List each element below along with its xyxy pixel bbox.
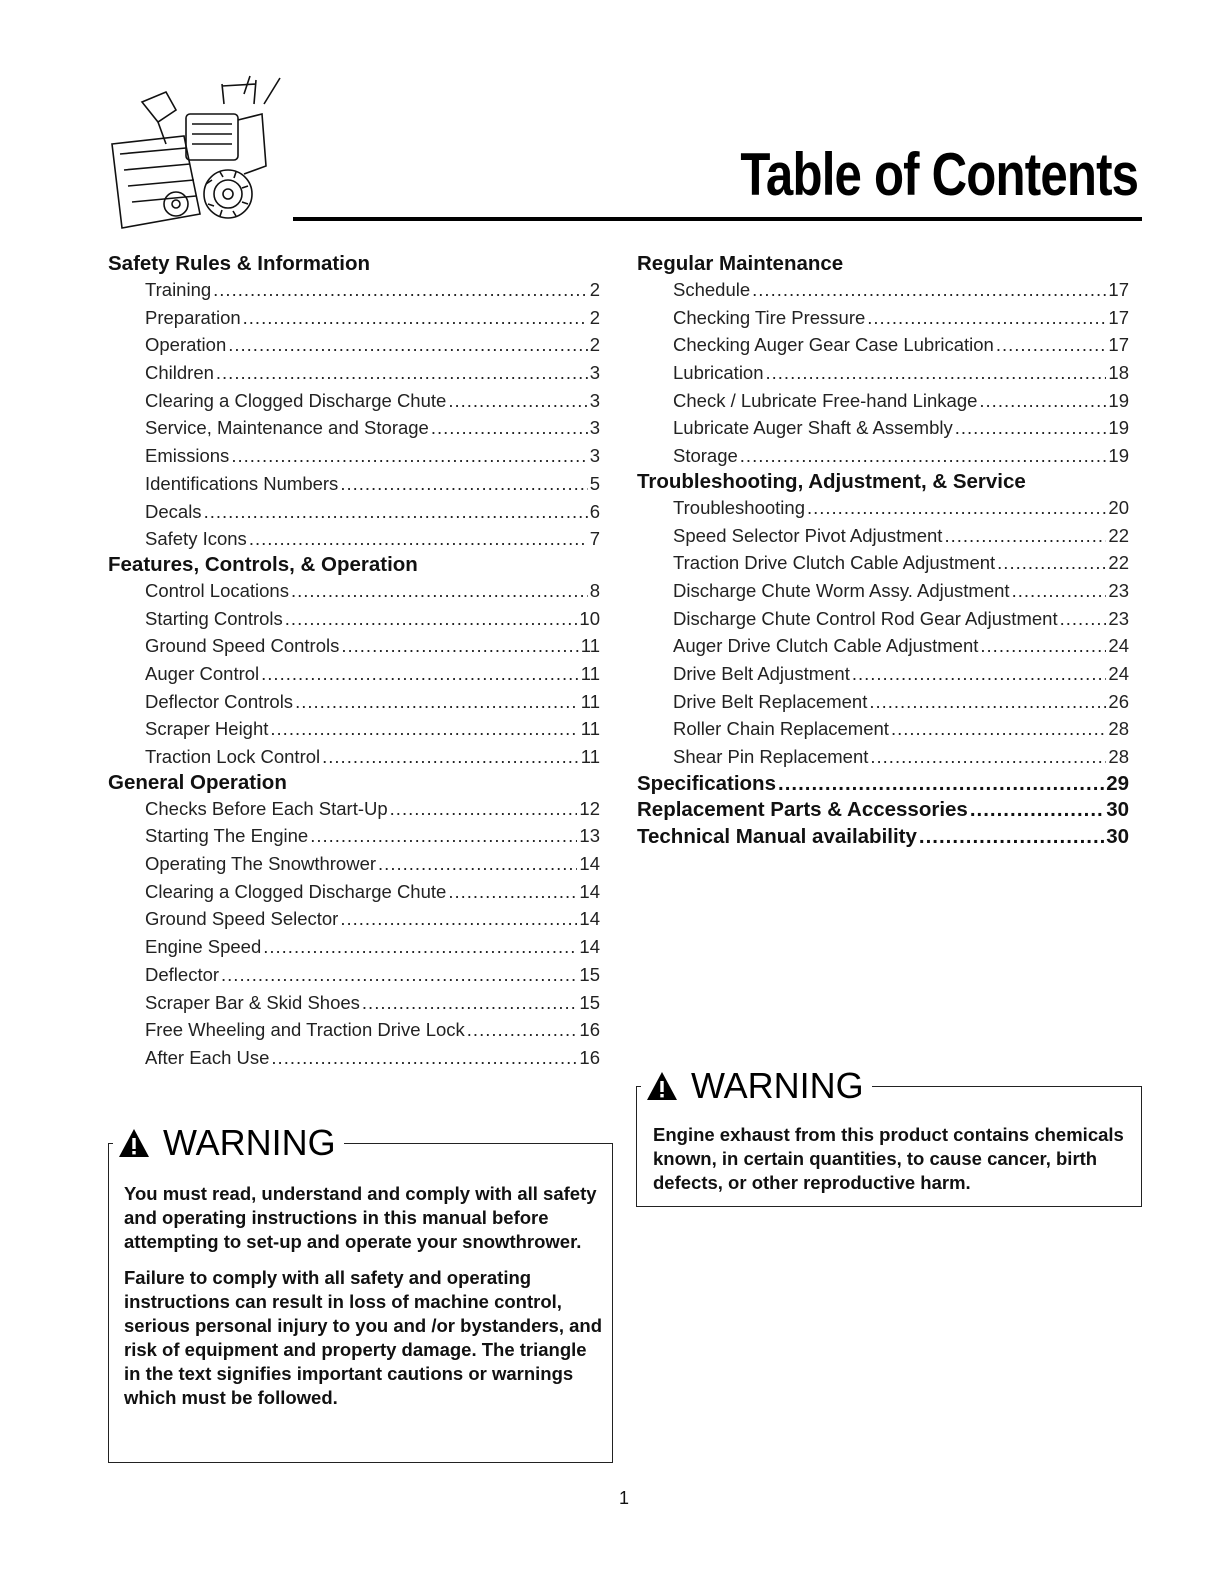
dot-leader xyxy=(740,442,1107,470)
dot-leader xyxy=(944,522,1106,550)
toc-entry xyxy=(108,1044,600,1072)
dot-leader xyxy=(852,660,1107,688)
toc-page-number: 3 xyxy=(589,389,600,411)
warning-box-exhaust xyxy=(636,1065,1142,1207)
dot-leader xyxy=(341,632,578,660)
toc-entry xyxy=(108,304,600,332)
dot-leader xyxy=(955,414,1107,442)
dot-leader xyxy=(1012,577,1107,605)
toc-page-number: 17 xyxy=(1108,334,1129,356)
dot-leader xyxy=(870,743,1106,771)
toc-entry-title: Starting Controls xyxy=(145,607,283,629)
toc-entry-title: Lubricate Auger Shaft & Assembly xyxy=(673,417,953,439)
warning-heading-text: WARNING xyxy=(163,1122,336,1163)
toc-entry xyxy=(637,715,1129,743)
toc-entry xyxy=(637,605,1129,633)
toc-section-heading: Regular Maintenance xyxy=(637,252,844,275)
toc-page-number: 2 xyxy=(589,334,600,356)
toc-page-number: 19 xyxy=(1108,445,1129,467)
toc-entry-title: Troubleshooting xyxy=(673,496,805,518)
toc-page-number: 23 xyxy=(1108,579,1129,601)
toc-page-number: 12 xyxy=(579,797,600,819)
toc-page-number: 23 xyxy=(1108,607,1129,629)
toc-entry xyxy=(108,905,600,933)
toc-page-number: 2 xyxy=(589,306,600,328)
toc-entry-title: Free Wheeling and Traction Drive Lock xyxy=(145,1019,465,1041)
dot-leader xyxy=(996,331,1107,359)
dot-leader xyxy=(378,850,577,878)
warning-body xyxy=(653,1123,1137,1195)
dot-leader xyxy=(221,961,577,989)
toc-entry xyxy=(108,989,600,1017)
toc-page-number: 11 xyxy=(580,635,600,657)
toc-entry xyxy=(637,304,1129,332)
toc-entry-title: Ground Speed Controls xyxy=(145,635,340,657)
dot-leader xyxy=(249,525,588,553)
toc-page-number: 15 xyxy=(579,963,600,985)
dot-leader xyxy=(752,276,1106,304)
toc-entry-title: Checks Before Each Start-Up xyxy=(145,797,388,819)
toc-entry xyxy=(108,359,600,387)
toc-page-number: 3 xyxy=(589,362,600,384)
toc-entry-title: Training xyxy=(145,279,212,300)
warning-paragraph: Failure to comply with all safety and operating instructions can result in loss of machine control, serious personal injury to you and /or bystanders, and risk of equipment and property damage. The triangle in the text signifies important cautions or warnings which must be followed. xyxy=(124,1267,603,1408)
toc-entry-title: Roller Chain Replacement xyxy=(673,718,889,740)
toc-entry xyxy=(108,605,600,633)
toc-entry-title: Discharge Chute Control Rod Gear Adjustment xyxy=(673,607,1058,629)
toc-entry xyxy=(637,549,1129,577)
toc-entry-title: Safety Icons xyxy=(145,528,247,550)
toc-page-number: 29 xyxy=(1106,771,1129,795)
toc-entry-title: Schedule xyxy=(673,279,751,300)
toc-entry-title: Technical Manual availability xyxy=(637,824,917,848)
toc-page-number: 11 xyxy=(580,662,600,684)
dot-leader xyxy=(891,715,1106,743)
dot-leader xyxy=(295,688,579,716)
dot-leader xyxy=(340,470,587,498)
toc-entry-title: Decals xyxy=(145,500,202,522)
warning-box-safety xyxy=(108,1122,613,1463)
toc-section-heading: Safety Rules & Information xyxy=(108,252,370,275)
toc-page-number: 24 xyxy=(1108,662,1129,684)
toc-right-column xyxy=(637,252,1129,850)
toc-page-number: 8 xyxy=(589,579,600,601)
warning-triangle-icon xyxy=(117,1127,151,1159)
warning-heading xyxy=(113,1122,344,1164)
dot-leader xyxy=(204,498,588,526)
toc-page-number: 22 xyxy=(1108,552,1129,574)
warning-triangle-icon xyxy=(645,1070,679,1102)
toc-major-entry xyxy=(637,824,1129,851)
toc-entry xyxy=(637,632,1129,660)
toc-left-column xyxy=(108,252,600,1072)
dot-leader xyxy=(271,1044,577,1072)
toc-page-number: 17 xyxy=(1108,279,1129,300)
toc-page-number: 14 xyxy=(579,853,600,875)
toc-page-number: 13 xyxy=(579,825,600,847)
toc-entry-title: Ground Speed Selector xyxy=(145,908,339,930)
toc-page-number: 28 xyxy=(1108,746,1129,767)
toc-entry xyxy=(108,498,600,526)
dot-leader xyxy=(980,632,1106,660)
toc-section-heading: Troubleshooting, Adjustment, & Service xyxy=(637,469,1026,493)
toc-page-number: 22 xyxy=(1108,524,1129,546)
dot-leader xyxy=(766,359,1107,387)
toc-page-number: 17 xyxy=(1108,306,1129,328)
toc-entry xyxy=(637,688,1129,716)
toc-entry-title: Emissions xyxy=(145,445,230,467)
toc-entry-title: Discharge Chute Worm Assy. Adjustment xyxy=(673,579,1010,601)
toc-entry xyxy=(108,276,600,304)
toc-page-number: 28 xyxy=(1108,718,1129,740)
toc-page-number: 16 xyxy=(579,1046,600,1068)
toc-entry-title: Auger Drive Clutch Cable Adjustment xyxy=(673,635,979,657)
toc-major-entry xyxy=(637,797,1129,824)
toc-entry xyxy=(108,933,600,961)
toc-entry-title: Clearing a Clogged Discharge Chute xyxy=(145,880,447,902)
toc-entry xyxy=(108,850,600,878)
toc-entry-title: Checking Auger Gear Case Lubrication xyxy=(673,334,994,356)
dot-leader xyxy=(919,824,1104,851)
dot-leader xyxy=(243,304,588,332)
title-divider xyxy=(293,217,1142,221)
toc-entry xyxy=(637,660,1129,688)
warning-paragraph: Engine exhaust from this product contains chemicals known, in certain quantities, to cause cancer, birth defects, or other reproductive harm. xyxy=(653,1124,1124,1193)
toc-entry xyxy=(108,577,600,605)
toc-entry-title: Operating The Snowthrower xyxy=(145,853,377,875)
toc-entry xyxy=(108,1016,600,1044)
dot-leader xyxy=(1060,605,1107,633)
toc-entry xyxy=(108,878,600,906)
toc-entry xyxy=(637,522,1129,550)
toc-entry xyxy=(637,331,1129,359)
toc-entry xyxy=(108,442,600,470)
dot-leader xyxy=(778,771,1104,798)
toc-entry-title: Traction Lock Control xyxy=(145,746,321,767)
toc-entry-title: Specifications xyxy=(637,771,776,795)
toc-page-number: 19 xyxy=(1108,389,1129,411)
toc-entry xyxy=(108,715,600,743)
toc-entry-title: Clearing a Clogged Discharge Chute xyxy=(145,389,447,411)
toc-entry xyxy=(637,276,1129,304)
dot-leader xyxy=(340,905,577,933)
toc-page-number: 15 xyxy=(579,991,600,1013)
dot-leader xyxy=(310,822,577,850)
toc-entry xyxy=(108,387,600,415)
toc-entry xyxy=(637,387,1129,415)
dot-leader xyxy=(467,1016,578,1044)
toc-page-number: 7 xyxy=(589,528,600,550)
toc-section-heading: General Operation xyxy=(108,770,287,794)
toc-entry-title: Control Locations xyxy=(145,579,289,601)
toc-entry-title: Children xyxy=(145,362,214,384)
toc-entry-title: Deflector xyxy=(145,963,220,985)
toc-entry xyxy=(637,414,1129,442)
toc-entry-title: Service, Maintenance and Storage xyxy=(145,417,429,439)
dot-leader xyxy=(431,414,588,442)
toc-page-number: 14 xyxy=(579,908,600,930)
toc-entry xyxy=(108,743,600,771)
toc-entry xyxy=(637,442,1129,470)
toc-page-number: 3 xyxy=(589,445,600,467)
page-number: 1 xyxy=(618,1488,629,1508)
toc-entry xyxy=(108,331,600,359)
toc-entry-title: Auger Control xyxy=(145,662,260,684)
toc-entry xyxy=(637,494,1129,522)
toc-entry-title: Operation xyxy=(145,334,227,356)
toc-page-number: 2 xyxy=(589,279,600,300)
toc-entry-title: Engine Speed xyxy=(145,936,262,958)
toc-page-number: 11 xyxy=(580,746,600,767)
dot-leader xyxy=(390,795,578,823)
toc-entry-title: Replacement Parts & Accessories xyxy=(637,798,968,822)
toc-page-number: 11 xyxy=(580,718,600,740)
dot-leader xyxy=(979,387,1106,415)
dot-leader xyxy=(216,359,588,387)
dot-leader xyxy=(263,933,577,961)
toc-page-number: 16 xyxy=(579,1019,600,1041)
toc-page-number: 10 xyxy=(579,607,600,629)
toc-entry xyxy=(108,688,600,716)
toc-entry xyxy=(637,743,1129,771)
toc-page-number: 24 xyxy=(1108,635,1129,657)
dot-leader xyxy=(807,494,1106,522)
toc-entry-title: After Each Use xyxy=(145,1046,270,1068)
toc-entry xyxy=(108,961,600,989)
toc-entry xyxy=(108,822,600,850)
warning-paragraph: You must read, understand and comply with all safety and operating instructions in this manual before attempting to set-up and operate your snowthrower. xyxy=(124,1183,597,1252)
toc-entry-title: Deflector Controls xyxy=(145,690,294,712)
dot-leader xyxy=(869,688,1106,716)
warning-body xyxy=(124,1182,604,1410)
warning-heading-text: WARNING xyxy=(691,1065,864,1106)
toc-entry-title: Traction Drive Clutch Cable Adjustment xyxy=(673,552,996,574)
dot-leader xyxy=(270,715,578,743)
toc-entry-title: Drive Belt Adjustment xyxy=(673,662,850,684)
toc-page-number: 6 xyxy=(589,500,600,522)
toc-page-number: 19 xyxy=(1108,417,1129,439)
toc-page-number: 11 xyxy=(580,690,600,712)
toc-entry-title: Check / Lubricate Free-hand Linkage xyxy=(673,389,978,411)
toc-entry-title: Preparation xyxy=(145,306,241,328)
toc-entry xyxy=(637,359,1129,387)
dot-leader xyxy=(285,605,578,633)
dot-leader xyxy=(362,989,578,1017)
toc-entry xyxy=(108,525,600,553)
toc-page-number: 18 xyxy=(1108,362,1129,384)
snowthrower-illustration xyxy=(104,74,294,234)
toc-page-number: 3 xyxy=(589,417,600,439)
toc-entry-title: Scraper Height xyxy=(145,718,269,740)
toc-entry-title: Checking Tire Pressure xyxy=(673,306,866,328)
toc-entry-title: Storage xyxy=(673,445,738,467)
dot-leader xyxy=(231,442,587,470)
toc-entry xyxy=(108,660,600,688)
toc-entry xyxy=(108,795,600,823)
dot-leader xyxy=(448,387,587,415)
toc-page-number: 5 xyxy=(589,472,600,494)
toc-entry-title: Scraper Bar & Skid Shoes xyxy=(145,991,360,1013)
dot-leader xyxy=(970,797,1104,824)
toc-entry-title: Shear Pin Replacement xyxy=(673,746,869,767)
toc-entry xyxy=(108,414,600,442)
toc-entry-title: Lubrication xyxy=(673,362,764,384)
dot-leader xyxy=(291,577,588,605)
toc-page-number: 14 xyxy=(579,880,600,902)
dot-leader xyxy=(997,549,1106,577)
toc-page-number: 30 xyxy=(1106,798,1129,822)
toc-page-number: 30 xyxy=(1106,824,1129,848)
toc-entry xyxy=(108,632,600,660)
toc-entry xyxy=(637,577,1129,605)
toc-major-entry xyxy=(637,771,1129,798)
dot-leader xyxy=(322,743,579,771)
dot-leader xyxy=(261,660,579,688)
toc-entry xyxy=(108,470,600,498)
page-title: Table of Contents xyxy=(740,141,1138,208)
toc-section-heading: Features, Controls, & Operation xyxy=(108,552,418,576)
dot-leader xyxy=(228,331,587,359)
toc-entry-title: Starting The Engine xyxy=(145,825,309,847)
toc-entry-title: Identifications Numbers xyxy=(145,472,339,494)
dot-leader xyxy=(213,276,588,304)
toc-page-number: 26 xyxy=(1108,690,1129,712)
toc-page-number: 20 xyxy=(1108,496,1129,518)
dot-leader xyxy=(448,878,577,906)
toc-entry-title: Drive Belt Replacement xyxy=(673,690,868,712)
toc-page-number: 14 xyxy=(579,936,600,958)
warning-heading xyxy=(641,1065,872,1107)
dot-leader xyxy=(867,304,1106,332)
toc-entry-title: Speed Selector Pivot Adjustment xyxy=(673,524,943,546)
